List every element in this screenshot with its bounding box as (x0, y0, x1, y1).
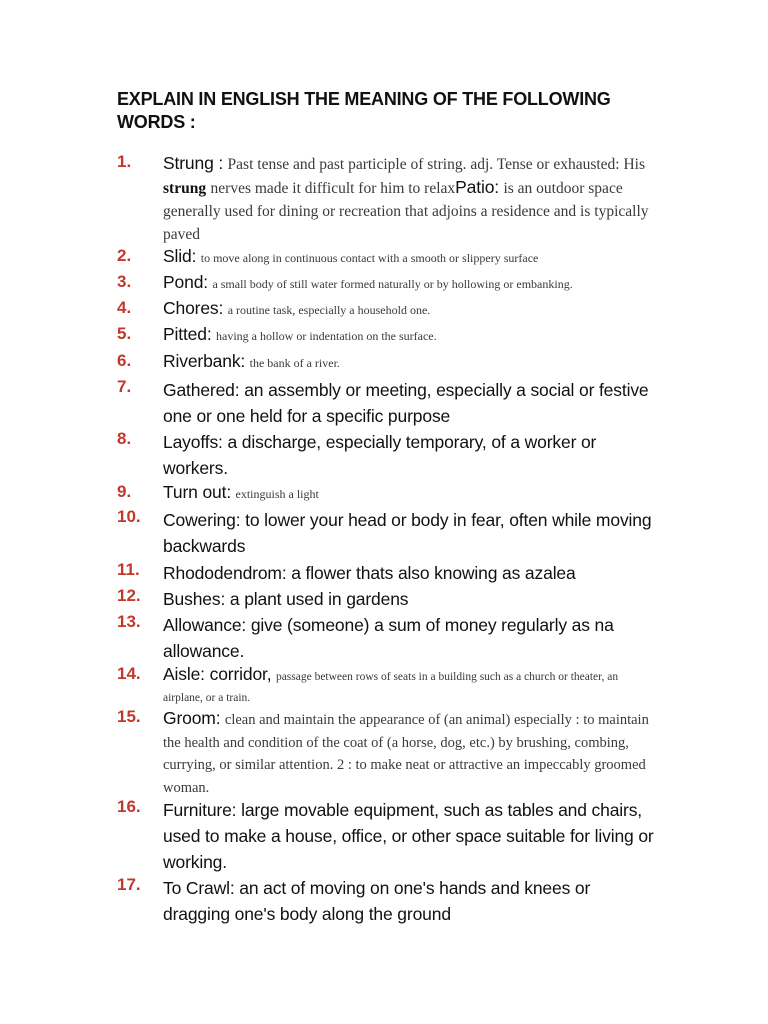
item-definition: a small body of still water formed naturally or by hollowing or embanking. (212, 277, 573, 291)
item-definition: nerves made it difficult for him to relax (210, 180, 456, 197)
item-number: 5. (117, 324, 132, 343)
item-number: 11. (117, 560, 140, 579)
item-definition: to move along in continuous contact with a smooth or slippery surface (200, 251, 539, 265)
item-definition: the bank of a river. (249, 356, 340, 370)
item-text (163, 707, 659, 799)
item-number: 3. (117, 272, 132, 291)
item-number: 7. (117, 377, 132, 396)
item-term: Patio: (455, 177, 500, 197)
item-definition: clean and maintain the appearance of (an animal) especially : to maintain the health and condition of the coat of (a horse, dog, etc.) by brushing, combing, currying, or similar attention. 2 : to make neat or attractive an impeccably groomed woman. (163, 712, 649, 796)
item-term: Chores: (163, 298, 224, 318)
item-term: Pitted: (163, 324, 212, 344)
item-definition: a routine task, especially a household one. (227, 303, 431, 317)
item-number: 1. (117, 152, 132, 171)
item-definition: is an outdoor space generally used for dining or recreation that adjoins a residence and is typically paved (163, 180, 649, 243)
item-text (163, 272, 659, 293)
item-number: 15. (117, 707, 141, 726)
item-definition-emphasis: strung (163, 180, 207, 197)
item-text: Gathered: an assembly or meeting, especially a social or festive one or one held for a specific purpose (163, 380, 649, 426)
item-number: 9. (117, 482, 132, 501)
item-definition: having a hollow or indentation on the surface. (216, 329, 437, 343)
item-text (163, 246, 659, 267)
item-text: To Crawl: an act of moving on one's hands and knees or dragging one's body along the ground (163, 878, 591, 924)
item-number: 6. (117, 351, 132, 370)
item-definition: extinguish a light (235, 487, 319, 501)
page-title: EXPLAIN IN ENGLISH THE MEANING OF THE FOLLOWING WORDS : (117, 89, 611, 132)
item-term: Pond: (163, 272, 208, 292)
item-number: 12. (117, 586, 141, 605)
item-term: Strung : (163, 153, 224, 173)
item-number: 4. (117, 298, 132, 317)
item-text: Allowance: give (someone) a sum of money regularly as na allowance. (163, 615, 614, 661)
item-number: 10. (117, 507, 141, 526)
item-text (163, 324, 659, 345)
item-definition: passage between rows of seats in a building such as a church or theater, an airplane, or a train. (163, 671, 619, 704)
item-number: 14. (117, 664, 141, 683)
item-term: Turn out: (163, 482, 232, 502)
item-text: Bushes: a plant used in gardens (163, 589, 409, 609)
item-text: Cowering: to lower your head or body in fear, often while moving backwards (163, 510, 652, 556)
item-number: 2. (117, 246, 132, 265)
item-text: Layoffs: a discharge, especially temporary, of a worker or workers. (163, 432, 597, 478)
item-text (163, 351, 659, 372)
item-term: Groom: (163, 708, 221, 728)
item-number: 17. (117, 875, 141, 894)
item-term: Slid: (163, 246, 197, 266)
item-term: Aisle: corridor, (163, 664, 272, 684)
item-definition: Past tense and past participle of string. adj. Tense or exhausted: His (227, 156, 646, 173)
item-text: Rhododendrom: a flower thats also knowing as azalea (163, 563, 576, 583)
item-text (163, 152, 659, 246)
item-text (163, 482, 659, 503)
item-text (163, 664, 659, 708)
item-number: 8. (117, 429, 132, 448)
item-term: Riverbank: (163, 351, 246, 371)
item-number: 16. (117, 797, 141, 816)
item-text: Furniture: large movable equipment, such as tables and chairs, used to make a house, office, or other space suitable for living or working. (163, 800, 654, 872)
item-number: 13. (117, 612, 141, 631)
item-text (163, 298, 659, 319)
